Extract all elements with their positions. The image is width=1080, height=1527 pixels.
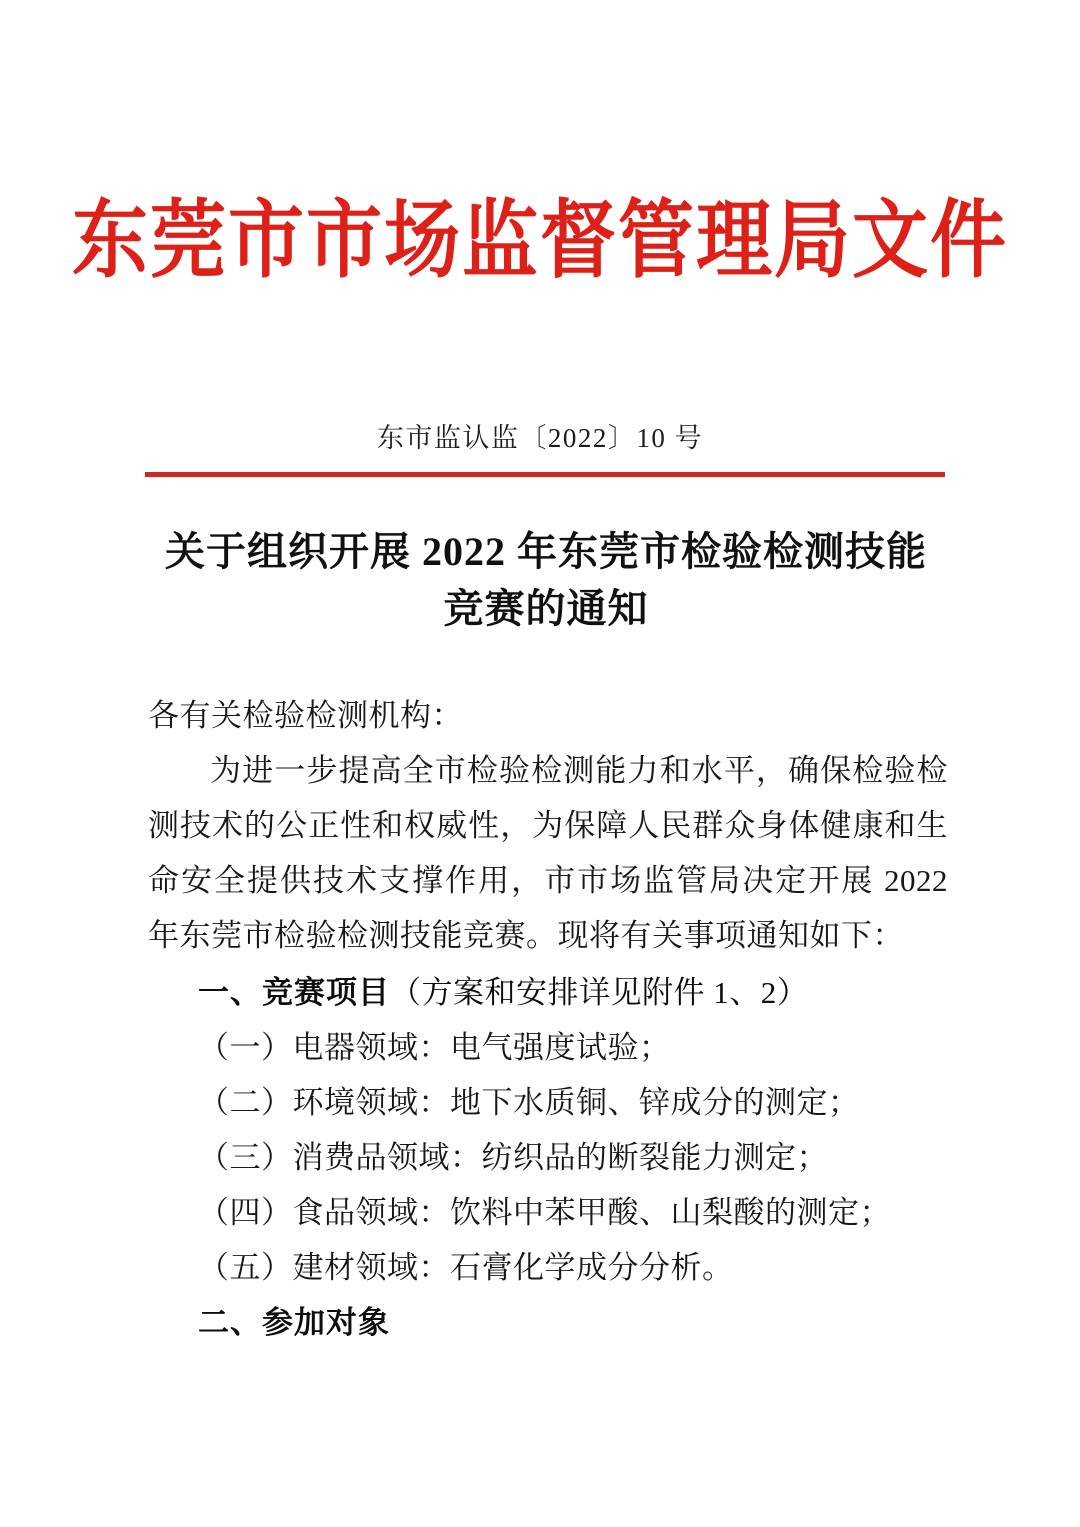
list-item: （四）食品领域：饮料中苯甲酸、山梨酸的测定；	[198, 1195, 891, 1230]
document-title-line-1: 关于组织开展 2022 年东莞市检验检测技能	[165, 529, 927, 574]
section-heading-1	[148, 965, 948, 1020]
intro-paragraph: 为进一步提高全市检验检测能力和水平，确保检验检测技术的公正性和权威性，为保障人民群众身体健康和生命安全提供技术支撑作用，市市场监管局决定开展 2022 年东莞市检验检测技能竞赛。现将有关事项通知如下：	[148, 753, 948, 953]
document-title	[148, 524, 944, 638]
section-heading-2-label: 二、参加对象	[198, 1305, 390, 1340]
list-item: （三）消费品领域：纺织品的断裂能力测定；	[198, 1140, 828, 1175]
list-item: （五）建材领域：石膏化学成分分析。	[198, 1250, 734, 1285]
salutation: 各有关检验检测机构：	[148, 698, 463, 733]
document-title-line-2: 竞赛的通知	[443, 585, 649, 631]
document-body	[148, 688, 948, 1350]
section-heading-1-note: （方案和安排详见附件 1、2）	[390, 975, 809, 1010]
issuing-authority-title: 东莞市市场监督管理局文件	[72, 194, 1008, 289]
list-item: （二）环境领域：地下水质铜、锌成分的测定；	[198, 1085, 860, 1120]
section-heading-2	[148, 1295, 948, 1350]
masthead-banner	[0, 194, 1080, 289]
section-heading-1-label: 一、竞赛项目	[198, 975, 390, 1010]
list-item: （一）电器领域：电气强度试验；	[198, 1030, 671, 1065]
red-separator-rule	[145, 472, 945, 477]
document-serial-number: 东市监认监〔2022〕10 号	[376, 423, 704, 453]
